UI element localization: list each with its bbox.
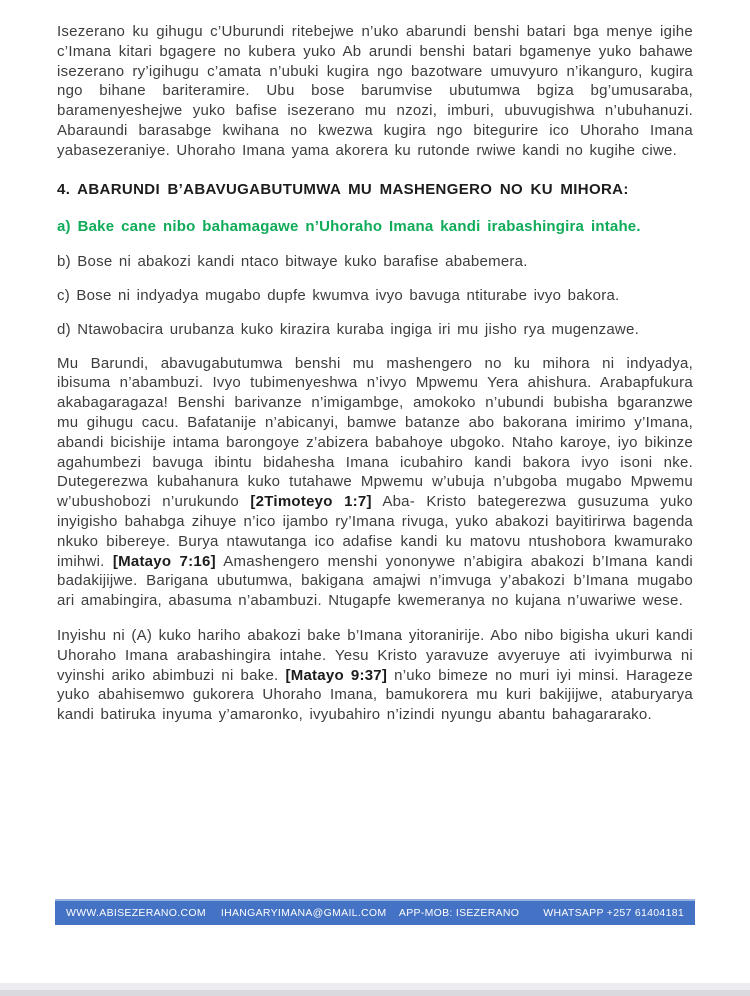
- footer-email: IHANGARYIMANA@GMAIL.COM: [220, 907, 387, 919]
- intro-paragraph: Isezerano ku gihugu c’Uburundi ritebejwe n’uko abarundi benshi batari bga menye igihe c’Imana kitari bgagere no kubera yuko Ab arundi benshi batari bgamenye yuko bahawe isezerano ry’igihugu c’amata n’ubuki kugira ngo bazotware umuvyuro n’ikanguro, kugira ngo bihane bariteramire. Ubu bose barumvise ubutumwa bgiza bg’umusaraba, baramenyeshejwe yuko bafise isezerano mu nzozi, imburi, ubuvugishwa n’ubuhanuzi. Abaraundi barasabge kwihana no kwezwa kugira ngo bitegurire ico Uhoraho Imana yabasezeraniye. Uhoraho Imana yama akorera ku rutonde rwiwe kandi no kugihe ciwe.: [57, 23, 693, 159]
- page-bottom-edge-dark: [0, 990, 750, 996]
- scripture-ref-matayo-9-37: [Matayo 9:37]: [285, 666, 388, 684]
- footer-whatsapp: WHATSAPP +257 61404181: [543, 907, 684, 919]
- main-paragraph: [57, 354, 693, 611]
- footer-app-mob: APP-MOB: ISEZERANO: [398, 907, 520, 919]
- section-heading: 4. ABARUNDI B’ABAVUGABUTUMWA MU MASHENGERO NO KU MIHORA:: [57, 180, 629, 198]
- scripture-ref-matayo-7-16: [Matayo 7:16]: [112, 552, 216, 570]
- footer-contact-group: [66, 907, 386, 919]
- list-item-d: d) Ntawobacira urubanza kuko kirazira kuraba ingiga iri mu jisho rya mugenzawe.: [57, 320, 640, 338]
- main-paragraph-text: Amashengero menshi yononywe n’abigira abakozi b’Imana kandi badakijijwe. Barigana ubutumwa, bakigana amajwi n’imvuga y’abakozi b’Imana mugabo ari amabingira, abasuma n’abambuzi. Ntugapfe kwemeranya no kujana n’uwariwe wese.: [57, 552, 694, 610]
- answer-paragraph: [57, 626, 693, 725]
- document-body: [57, 22, 693, 740]
- footer-website: WWW.ABISEZERANO.COM: [66, 907, 206, 919]
- footer-app-group: [399, 907, 684, 919]
- main-paragraph-text: Mu Barundi, abavugabutumwa benshi mu mashengero no ku mihora ni indyadya, ibisuma n’abambuzi. Ivyo tubimenyeshwa n’ivyo Mpwemu Yera ahishura. Arabapfukura akabagaragaza! Benshi barivanze n’imigambge, amokoko n’ubundi bubisha bgaranzwe mu gihugu cacu. Bafatanije n’abicanyi, bamwe batanze abo bakorana imirimo y’Imana, abandi bicishije intama barongoye z’abizera babahoye ubgoko. Ntaho karoye, iyo bikinze agahumbezi bavuga ibintu bidahesha Imana icubahiro kandi bakora ivyo isoni nke. Dutegerezwa kubahanura kuko tutahawe Mpwemu w’ubuja n’ubgoba mugabo Mpwemu w’ubushobozi n’urukundo: [57, 354, 693, 511]
- scripture-ref-2timoteyo: [2Timoteyo 1:7]: [250, 493, 372, 511]
- page-bottom-edge-light: [0, 983, 750, 990]
- answer-paragraph-text: n’uko bimeze no muri iyi minsi. Harageze yuko abahisemwo gukorera Uhoraho Imana, bamukorera mu kuri bakijijwe, ataburyarya kandi batiruka inyuma y’amaronko, ivyubahiro n’izindi nyungu abantu bahagararako.: [57, 666, 693, 724]
- main-paragraph-text: Aba- Kristo bategerezwa gusuzuma yuko inyigisho bahabga zihuye n’ico ijambo ry’Imana rivuga, yuko abakozi bayitirirwa bagenda nkuko bibereye. Burya ntawutanga ico adafise kandi ku matovu ntushobora kwamurako imihwi.: [57, 493, 693, 570]
- list-item-a-highlight: a) Bake cane nibo bahamagawe n’Uhoraho Imana kandi irabashingira intahe.: [57, 218, 641, 236]
- footer-bar: [55, 899, 695, 925]
- answer-paragraph-text: Inyishu ni (A) kuko hariho abakozi bake b’Imana yitoranirije. Abo nibo bigisha ukuri kandi Uhoraho Imana arabashingira intahe. Yesu Kristo yaravuze avyeruye ati ivyimburwa ni vyinshi ariko abimbuzi ni bake.: [57, 626, 693, 684]
- list-item-b: b) Bose ni abakozi kandi ntaco bitwaye kuko barafise ababemera.: [57, 253, 528, 271]
- list-item-c: c) Bose ni indyadya mugabo dupfe kwumva ivyo bavuga ntiturabe ivyo bakora.: [57, 286, 620, 304]
